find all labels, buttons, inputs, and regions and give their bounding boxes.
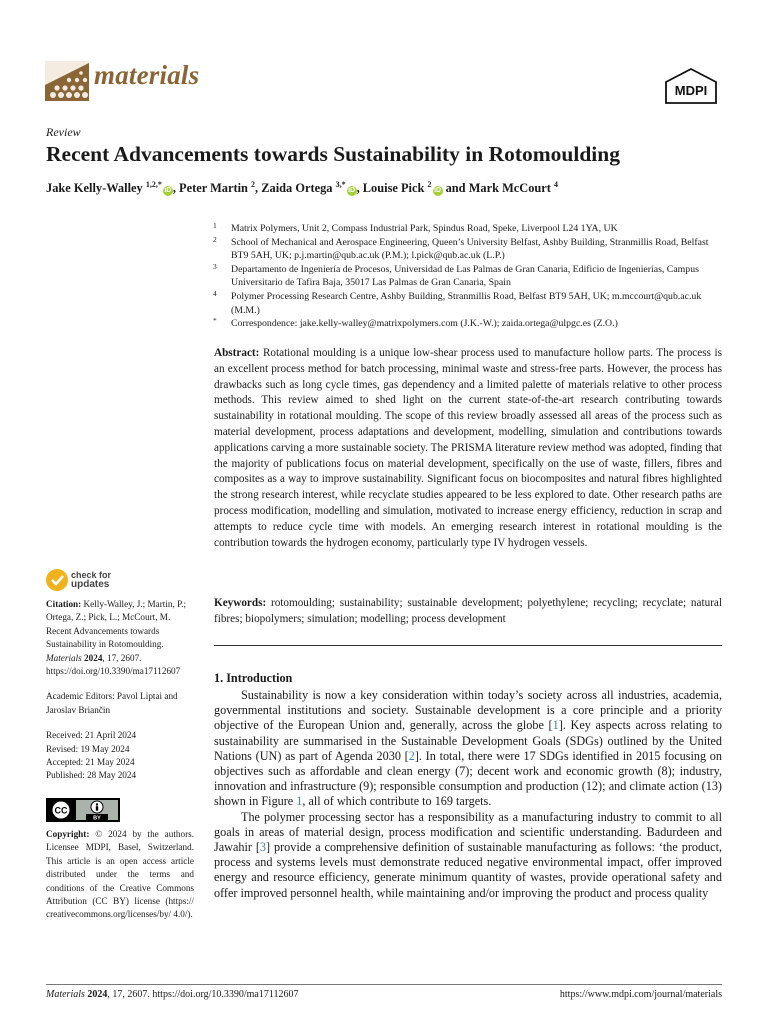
paragraph bbox=[214, 688, 722, 810]
affiliation-text: Matrix Polymers, Unit 2, Compass Industrial Park, Spindus Road, Speke, Liverpool L24 1YA, UK bbox=[231, 223, 618, 234]
citation-link[interactable]: 2 bbox=[408, 748, 415, 763]
check-for-updates-badge[interactable] bbox=[46, 567, 126, 595]
updates-line1: check for bbox=[71, 570, 112, 580]
updates-line2: updates bbox=[71, 579, 110, 590]
copyright-text: © 2024 by the authors. Licensee MDPI, Basel, Switzerland. This article is an open access article distributed under the terms and conditions of the Creative Commons Attribution (CC BY) license (https:// creativecommons.org/licenses/by/ 4.0/). bbox=[46, 828, 194, 920]
abstract bbox=[214, 346, 722, 551]
affiliation-text: Departamento de Ingeniería de Procesos, Universidad de Las Palmas de Gran Canaria, Edificio de Ingenierías, Campus Universitario de Tafira Baja, 35017 Las Palmas de Gran Canaria, Spain bbox=[231, 263, 699, 289]
paragraph-text: ]. Key aspects across relating to sustainability are summarised in the Sustainable Development Goals (SDGs) outlined by the United Nations (UN) as part of Agenda 2030 [ bbox=[214, 718, 722, 763]
citation-link[interactable]: 3 bbox=[259, 840, 267, 855]
article-sidebar bbox=[46, 598, 194, 922]
author[interactable] bbox=[46, 181, 173, 195]
body-text bbox=[214, 688, 722, 901]
author-name: Louise Pick bbox=[362, 181, 428, 196]
author-affiliation-mark: 2 bbox=[427, 180, 432, 189]
keywords-text: rotomoulding; sustainability; sustainable development; polyethylene; recycling; recyclate; natural fibres; biopolymers; simulation; modelling; process development bbox=[214, 597, 722, 625]
by-label: BY bbox=[93, 815, 101, 822]
journal-logo-icon bbox=[45, 61, 89, 101]
author-name: Zaida Ortega bbox=[261, 181, 336, 196]
abstract-label: Abstract: bbox=[214, 347, 260, 359]
author[interactable] bbox=[261, 181, 356, 195]
date-received: Received: 21 April 2024 bbox=[46, 730, 137, 741]
cc-label: CC bbox=[54, 805, 68, 816]
date-revised: Revised: 19 May 2024 bbox=[46, 743, 130, 754]
journal-name: materials bbox=[94, 60, 200, 90]
copyright-label: Copyright: bbox=[46, 828, 90, 839]
article-type: Review bbox=[46, 125, 81, 139]
footer-year: 2024 bbox=[87, 989, 108, 1000]
affiliation-item bbox=[213, 290, 725, 317]
keywords bbox=[214, 596, 722, 628]
footer-doi[interactable]: , 17, 2607. https://doi.org/10.3390/ma17112607 bbox=[107, 989, 299, 1000]
affiliations bbox=[213, 222, 725, 331]
copyright bbox=[46, 828, 194, 922]
footer-journal: Materials bbox=[46, 989, 85, 1000]
citation-year: 2024 bbox=[84, 652, 103, 663]
affiliation-number: 3 bbox=[213, 261, 217, 271]
orcid-icon[interactable]: iD bbox=[348, 187, 356, 195]
section-heading: 1. Introduction bbox=[214, 671, 293, 685]
article-title: Recent Advancements towards Sustainability in Rotomoulding bbox=[46, 142, 620, 166]
affiliation-item bbox=[213, 263, 725, 290]
affiliation-item bbox=[213, 236, 725, 263]
affiliation-text: Polymer Processing Research Centre, Ashby Building, Stranmillis Road, Belfast BT9 5AH, UK; m.mccourt@qub.ac.uk (M.M.) bbox=[231, 290, 702, 316]
author-affiliation-mark: 3,* bbox=[335, 180, 346, 189]
citation-label: Citation: bbox=[46, 599, 82, 609]
paragraph bbox=[214, 810, 722, 901]
orcid-icon[interactable]: iD bbox=[164, 187, 172, 195]
author[interactable] bbox=[363, 181, 443, 195]
academic-editors: Academic Editors: Pavol Liptai and Jaroslav Briančin bbox=[46, 691, 178, 715]
cc-by-license-icon[interactable] bbox=[46, 798, 120, 822]
citation-journal: Materials bbox=[46, 652, 82, 663]
author-name: Peter Martin bbox=[179, 181, 252, 196]
publisher-name: MDPI bbox=[674, 83, 708, 98]
author-name: Mark McCourt bbox=[468, 181, 555, 196]
citation-link[interactable]: 1 bbox=[552, 718, 559, 733]
affiliation-text: School of Mechanical and Aerospace Engineering, Queen’s University Belfast, Ashby Building, Stranmillis Road, Belfast BT9 5AH, UK; p.j.martin@qub.ac.uk (P.M.); l.pick@qub.ac.uk (L.P.) bbox=[231, 236, 709, 262]
footer-citation bbox=[46, 989, 299, 1000]
author-list: Jake Kelly-Walley $^{1,2,*}$iD , Peter Martin $^2$, Zaida Ortega $^{3,*}$iD , Louise Pick $^2$iD and Mark McCourt $^4$ bbox=[46, 180, 559, 196]
paragraph-text: , all of which contribute to 169 targets. bbox=[302, 794, 492, 809]
orcid-icon[interactable]: iD bbox=[434, 187, 441, 195]
date-published: Published: 28 May 2024 bbox=[46, 770, 137, 781]
author-affiliation-mark: 2 bbox=[251, 180, 256, 189]
author-name: Jake Kelly-Walley bbox=[46, 181, 146, 196]
date-accepted: Accepted: 21 May 2024 bbox=[46, 757, 135, 768]
citation-text: Kelly-Walley, J.; Martin, P.; Ortega, Z.; Pick, L.; McCourt, M. Recent Advancements towards Sustainability in Rotomoulding. bbox=[46, 599, 187, 650]
keywords-label: Keywords: bbox=[214, 597, 267, 609]
affiliation-number: * bbox=[213, 316, 217, 326]
footer-divider bbox=[46, 984, 722, 985]
affiliation-number: 4 bbox=[213, 288, 217, 298]
affiliation-number: 1 bbox=[213, 221, 217, 230]
paragraph-text: ]. In total, there were 17 SDGs identified in 2015 focusing on objectives such as affordable and clean energy (7); decent work and economic growth (8); industry, innovation and infrastructure (9); responsible consumption and production (12); and climate action (13) shown in Figure bbox=[214, 748, 722, 809]
author[interactable] bbox=[469, 181, 558, 195]
abstract-text: Rotational moulding is a unique low-shear process used to manufacture hollow parts. The process is an excellent process method for batch processing, minimal waste and stress-free parts. However, the process has drawbacks such as long cycle times, gas dependency and a limited palette of materials relative to other process methods. This review aimed to shed light on the current state-of-the-art research contributing towards sustainability in rotational moulding. The scope of this review broadly assessed all areas of the process such as material development, process adaptations and development, modelling, simulation and contributions towards applications carving a more sustainable society. The PRISMA literature review method was adopted, finding that the majority of publications focus on material development, specifically on the use of waste, fillers, fibres and composites as a way to improve sustainability. Significant focus on biocomposites and natural fibres highlighted the strong research interest, while recyclate studies appeared to be less explored to date. Other research paths are process modification, modelling and simulation, motivated to increase energy efficiency, reduction in scrap and attempts to reduce cycle time with models. An emerging research interest in rotational moulding is the contribution towards the hydrogen economy, particularly type IV hydrogen vessels. bbox=[214, 347, 722, 549]
author-affiliation-mark: 1,2,* bbox=[145, 180, 162, 189]
affiliation-number: 2 bbox=[213, 234, 217, 244]
affiliation-item bbox=[213, 317, 725, 331]
footer-journal-url[interactable]: https://www.mdpi.com/journal/materials bbox=[559, 989, 722, 1000]
paragraph-text: ] provide a comprehensive definition of sustainable manufacturing as follows: ‘the product, process and systems levels must demonstrate reduced negative environmental impact, offer improved energy and resource efficiency, generate minimum quantity of wastes, provide operational safety and offer improved personnel health, while maintaining and/or improving the product and process quality bbox=[214, 840, 722, 900]
paragraph-text: Sustainability is now a key consideration within today’s society across all industries, academia, governmental institutions and society. Sustainable development is a core principle and a priority objective of the European Union and, generally, across the globe [ bbox=[214, 688, 722, 733]
affiliation-item bbox=[213, 222, 725, 236]
check-icon bbox=[46, 569, 68, 591]
citation-link[interactable]: 1 bbox=[296, 794, 303, 809]
affiliation-text: Correspondence: jake.kelly-walley@matrixpolymers.com (J.K.-W.); zaida.ortega@ulpgc.es (Z.O.) bbox=[231, 318, 618, 330]
citation bbox=[46, 598, 194, 678]
citation-volume[interactable]: , 17, 2607. https://doi.org/10.3390/ma17112607 bbox=[46, 652, 181, 677]
mdpi-logo-icon bbox=[664, 68, 718, 104]
section-divider bbox=[214, 645, 722, 646]
author[interactable] bbox=[179, 181, 255, 195]
paragraph-text: The polymer processing sector has a responsibility as a manufacturing industry to commit to all goals in areas of material design, process modification and scientific understanding. Badurdeen and Jawahir [ bbox=[214, 809, 722, 855]
author-affiliation-mark: 4 bbox=[554, 180, 559, 189]
